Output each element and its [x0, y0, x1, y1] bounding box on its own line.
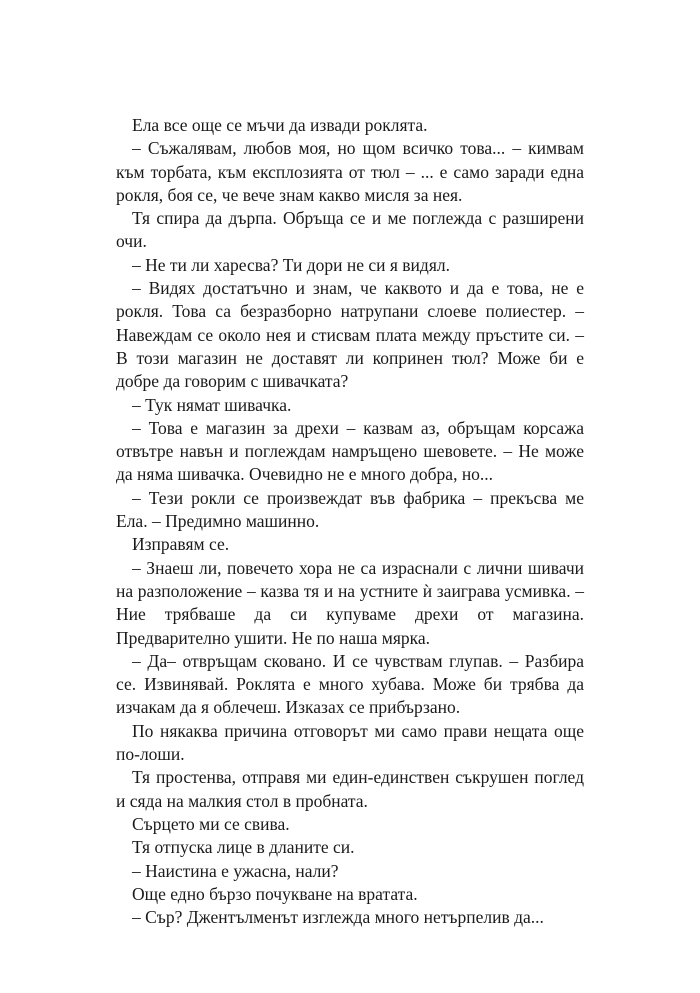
- paragraph-2: – Съжалявам, любов моя, но щом всичко това... – кимвам към торбата, към експлозията от тюл – ... е само заради една рокля, боя се, че вече знам какво мисля за нея.: [116, 138, 584, 205]
- paragraph-3: Тя спира да дърпа. Обръща се и ме поглежда с разширени очи.: [116, 208, 584, 252]
- paragraph-15: Тя отпуска лице в дланите си.: [132, 837, 355, 858]
- paragraph-16: – Наистина е ужасна, нали?: [132, 860, 339, 881]
- paragraph-11: – Да– отвръщам сковано. И се чувствам глупав. – Разбира се. Извинявай. Роклята е много хубава. Може би трябва да изчакам да я облечеш. Изказах се прибързано.: [116, 650, 584, 718]
- paragraph-7: – Това е магазин за дрехи – казвам аз, обръщам корсажа отвътре навън и поглеждам намръщено шевовете. – Не може да няма шивачка. Очевидно не е много добра, но...: [116, 417, 584, 485]
- paragraph-14: Сърцето ми се свива.: [132, 813, 290, 834]
- paragraph-13: Тя простенва, отправя ми един-единствен съкрушен поглед и сяда на малкия стол в пробната.: [116, 767, 584, 811]
- paragraph-18: – Сър? Джентълменът изглежда много нетърпелив да...: [132, 907, 544, 928]
- paragraph-5: – Видях достатъчно и знам, че каквото и да е това, не е рокля. Това са безразборно натрупани слоеве полиестер. – Навеждам се около нея и стисвам плата между пръстите си. – В този магазин не доставят ли копринен тюл? Може би е добре да говорим с шивачката?: [116, 278, 584, 392]
- paragraph-6: – Тук нямат шивачка.: [132, 394, 292, 415]
- paragraph-12: По някаква причина отговорът ми само прави нещата още по-лоши.: [116, 720, 584, 765]
- paragraph-8: – Тези рокли се произвеждат във фабрика – прекъсва ме Ела. – Предимно машинно.: [116, 487, 584, 532]
- paragraph-17: Още едно бързо почукване на вратата.: [132, 883, 418, 904]
- paragraph-10: – Знаеш ли, повечето хора не са израснали с лични шивачи на разположение – казва тя и на устните ѝ заиграва усмивка. – Ние трябваше да си купуваме дрехи от магазина. Предварително ушити. Не по наша мярка.: [116, 557, 584, 648]
- paragraph-1: Ела все още се мъчи да извади роклята.: [132, 115, 428, 135]
- paragraph-4: – Не ти ли харесва? Ти дори не си я видял.: [132, 254, 450, 275]
- page-body-text: [116, 114, 584, 929]
- paragraph-9: Изправям се.: [132, 534, 230, 555]
